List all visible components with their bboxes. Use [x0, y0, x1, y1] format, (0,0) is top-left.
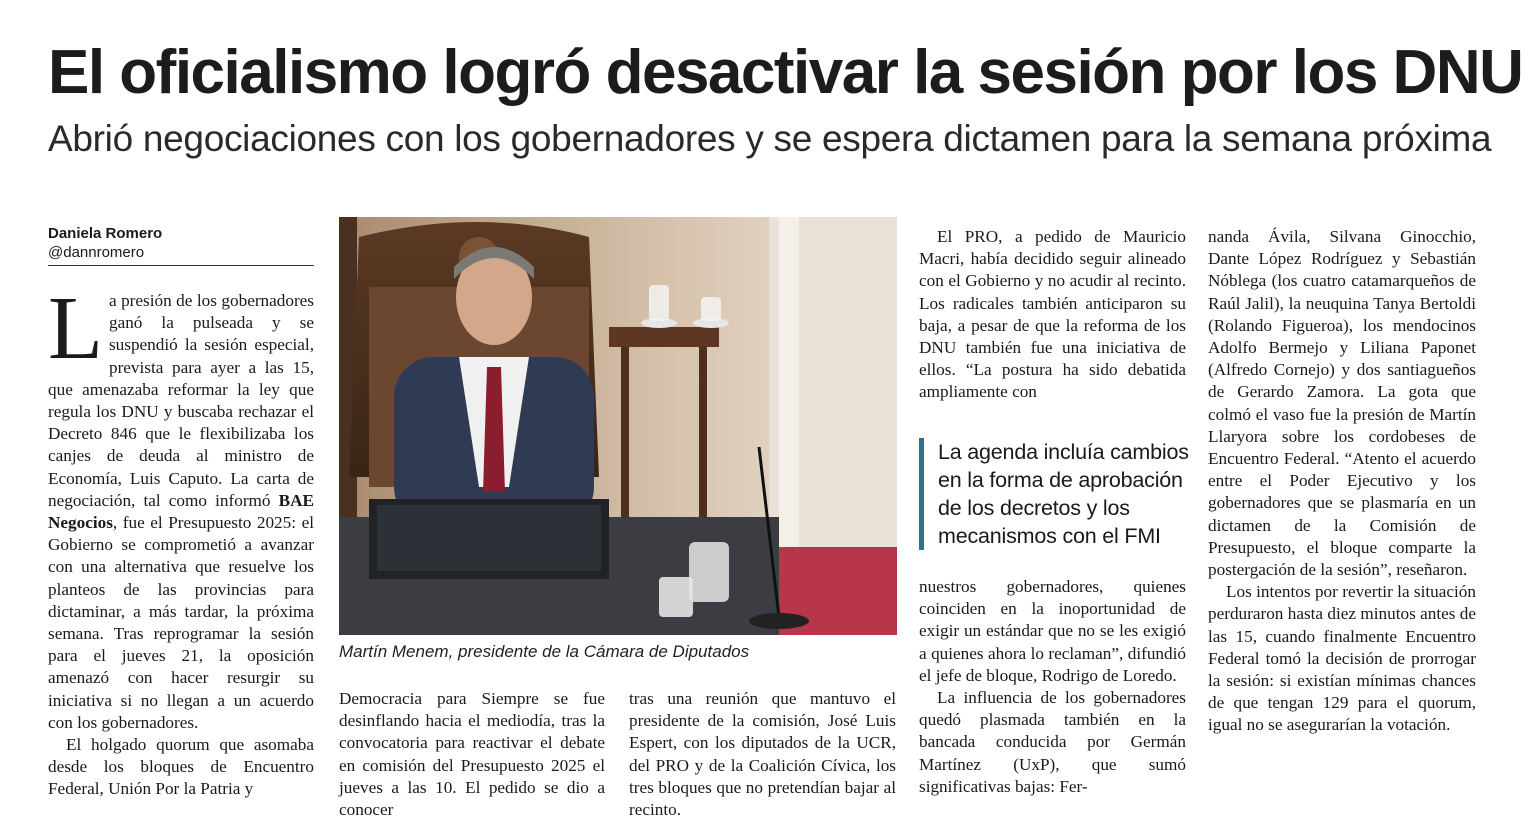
paragraph: nuestros gobernadores, quienes coinciden en la inoportunidad de exigir un estándar que no se les exigió a quienes ahora lo reclaman”, difundió el jefe de bloque, Rodrigo de Loredo. [919, 577, 1186, 685]
paragraph: Democracia para Siempre se fue desinflando hacia el mediodía, tras la convocatoria para reactivar el debate en comisión del Presupuesto 2025 el jueves a las 10. El pedido se dio a conocer [339, 689, 605, 820]
paragraph: Los intentos por revertir la situación perduraron hasta diez minutos antes de las 15, cuando finalmente Encuentro Federal tomó la decisión de prorrogar la sesión: si existían mínimas chances de que tengan 129 para el quorum, igual no se asegurarían la votación. [1208, 582, 1476, 735]
paragraph: El holgado quorum que asomaba desde los bloques de Encuentro Federal, Unión Por la Patria y [48, 735, 314, 799]
photo-caption: Martín Menem, presidente de la Cámara de Diputados [339, 642, 750, 661]
article-column-2 [339, 688, 605, 821]
paragraph: La influencia de los gobernadores quedó plasmada también en la bancada conducida por Germán Martínez (UxP), que sumó significativas bajas: Fer- [919, 688, 1186, 796]
chamber-president-photo [339, 217, 897, 635]
article-column-4-continued [919, 576, 1186, 798]
lead-paragraph: La presión de los gobernadores ganó la pulseada y se suspendió la sesión especial, prevista para ayer a las 15, que amenazaba reformar la ley que regula los DNU y buscaba rechazar el Decreto 846 que le flexibilizaba los canjes de deuda al ministro de Economía, Luis Caputo. La carta de negociación, tal como informó BAE Negocios, fue el Presupuesto 2025: el Gobierno se comprometió a avanzar con una alternativa que resuelve los planteos de las provincias para dictaminar, a más tardar, la próxima semana. Tras reprogramar la sesión para el jueves 21, la oposición amenazó con hacer resurgir su iniciativa si no llegan a un acuerdo con los gobernadores. [48, 279, 314, 732]
article-column-5 [1208, 226, 1476, 737]
paragraph: El PRO, a pedido de Mauricio Macri, había decidido seguir alineado con el Gobierno y no acudir al recinto. Los radicales también anticiparon su baja, a pesar de que la reforma de los DNU también fue una iniciativa de ellos. “La postura ha sido debatida ampliamente con [919, 227, 1186, 402]
article-column-1 [48, 279, 314, 801]
article-photo [339, 217, 897, 635]
byline [48, 224, 314, 266]
subheadline: Abrió negociaciones con los gobernadores y se espera dictamen para la semana próxima [48, 118, 1492, 159]
pull-quote: La agenda incluía cambios en la forma de aprobación de los decretos y los mecanismos con el FMI [919, 438, 1208, 550]
paragraph: nanda Ávila, Silvana Ginocchio, Dante López Rodríguez y Sebastián Nóblega (los cuatro catamarqueños de Raúl Jalil), la neuquina Tanya Bertoldi (Rolando Figueroa), los mendocinos Adolfo Bermejo y Liliana Paponet (Alfredo Cornejo) y dos santiagueños de Gerardo Zamora. La gota que colmó el vaso fue la presión de Martín Llaryora sobre los cordobeses de Encuentro Federal. “Atento el acuerdo entre el Poder Ejecutivo y los gobernadores que se plasmaría en un dictamen de la Comisión de Presupuesto, el bloque comparte la postergación de la sesión”, reseñaron. [1208, 227, 1476, 580]
author-handle: @dannromero [48, 244, 145, 261]
drop-cap: L [48, 279, 103, 378]
headline: El oficialismo logró desactivar la sesión por los DNU [48, 38, 1523, 107]
article-column-3 [629, 688, 896, 821]
publication-name: BAE Negocios [48, 490, 314, 533]
article-column-4 [919, 226, 1186, 404]
paragraph: tras una reunión que mantuvo el presidente de la comisión, José Luis Espert, con los diputados de la UCR, del PRO y de la Coalición Cívica, los tres bloques que no pretendían bajar al recinto. [629, 689, 896, 820]
author-name: Daniela Romero [48, 225, 163, 242]
